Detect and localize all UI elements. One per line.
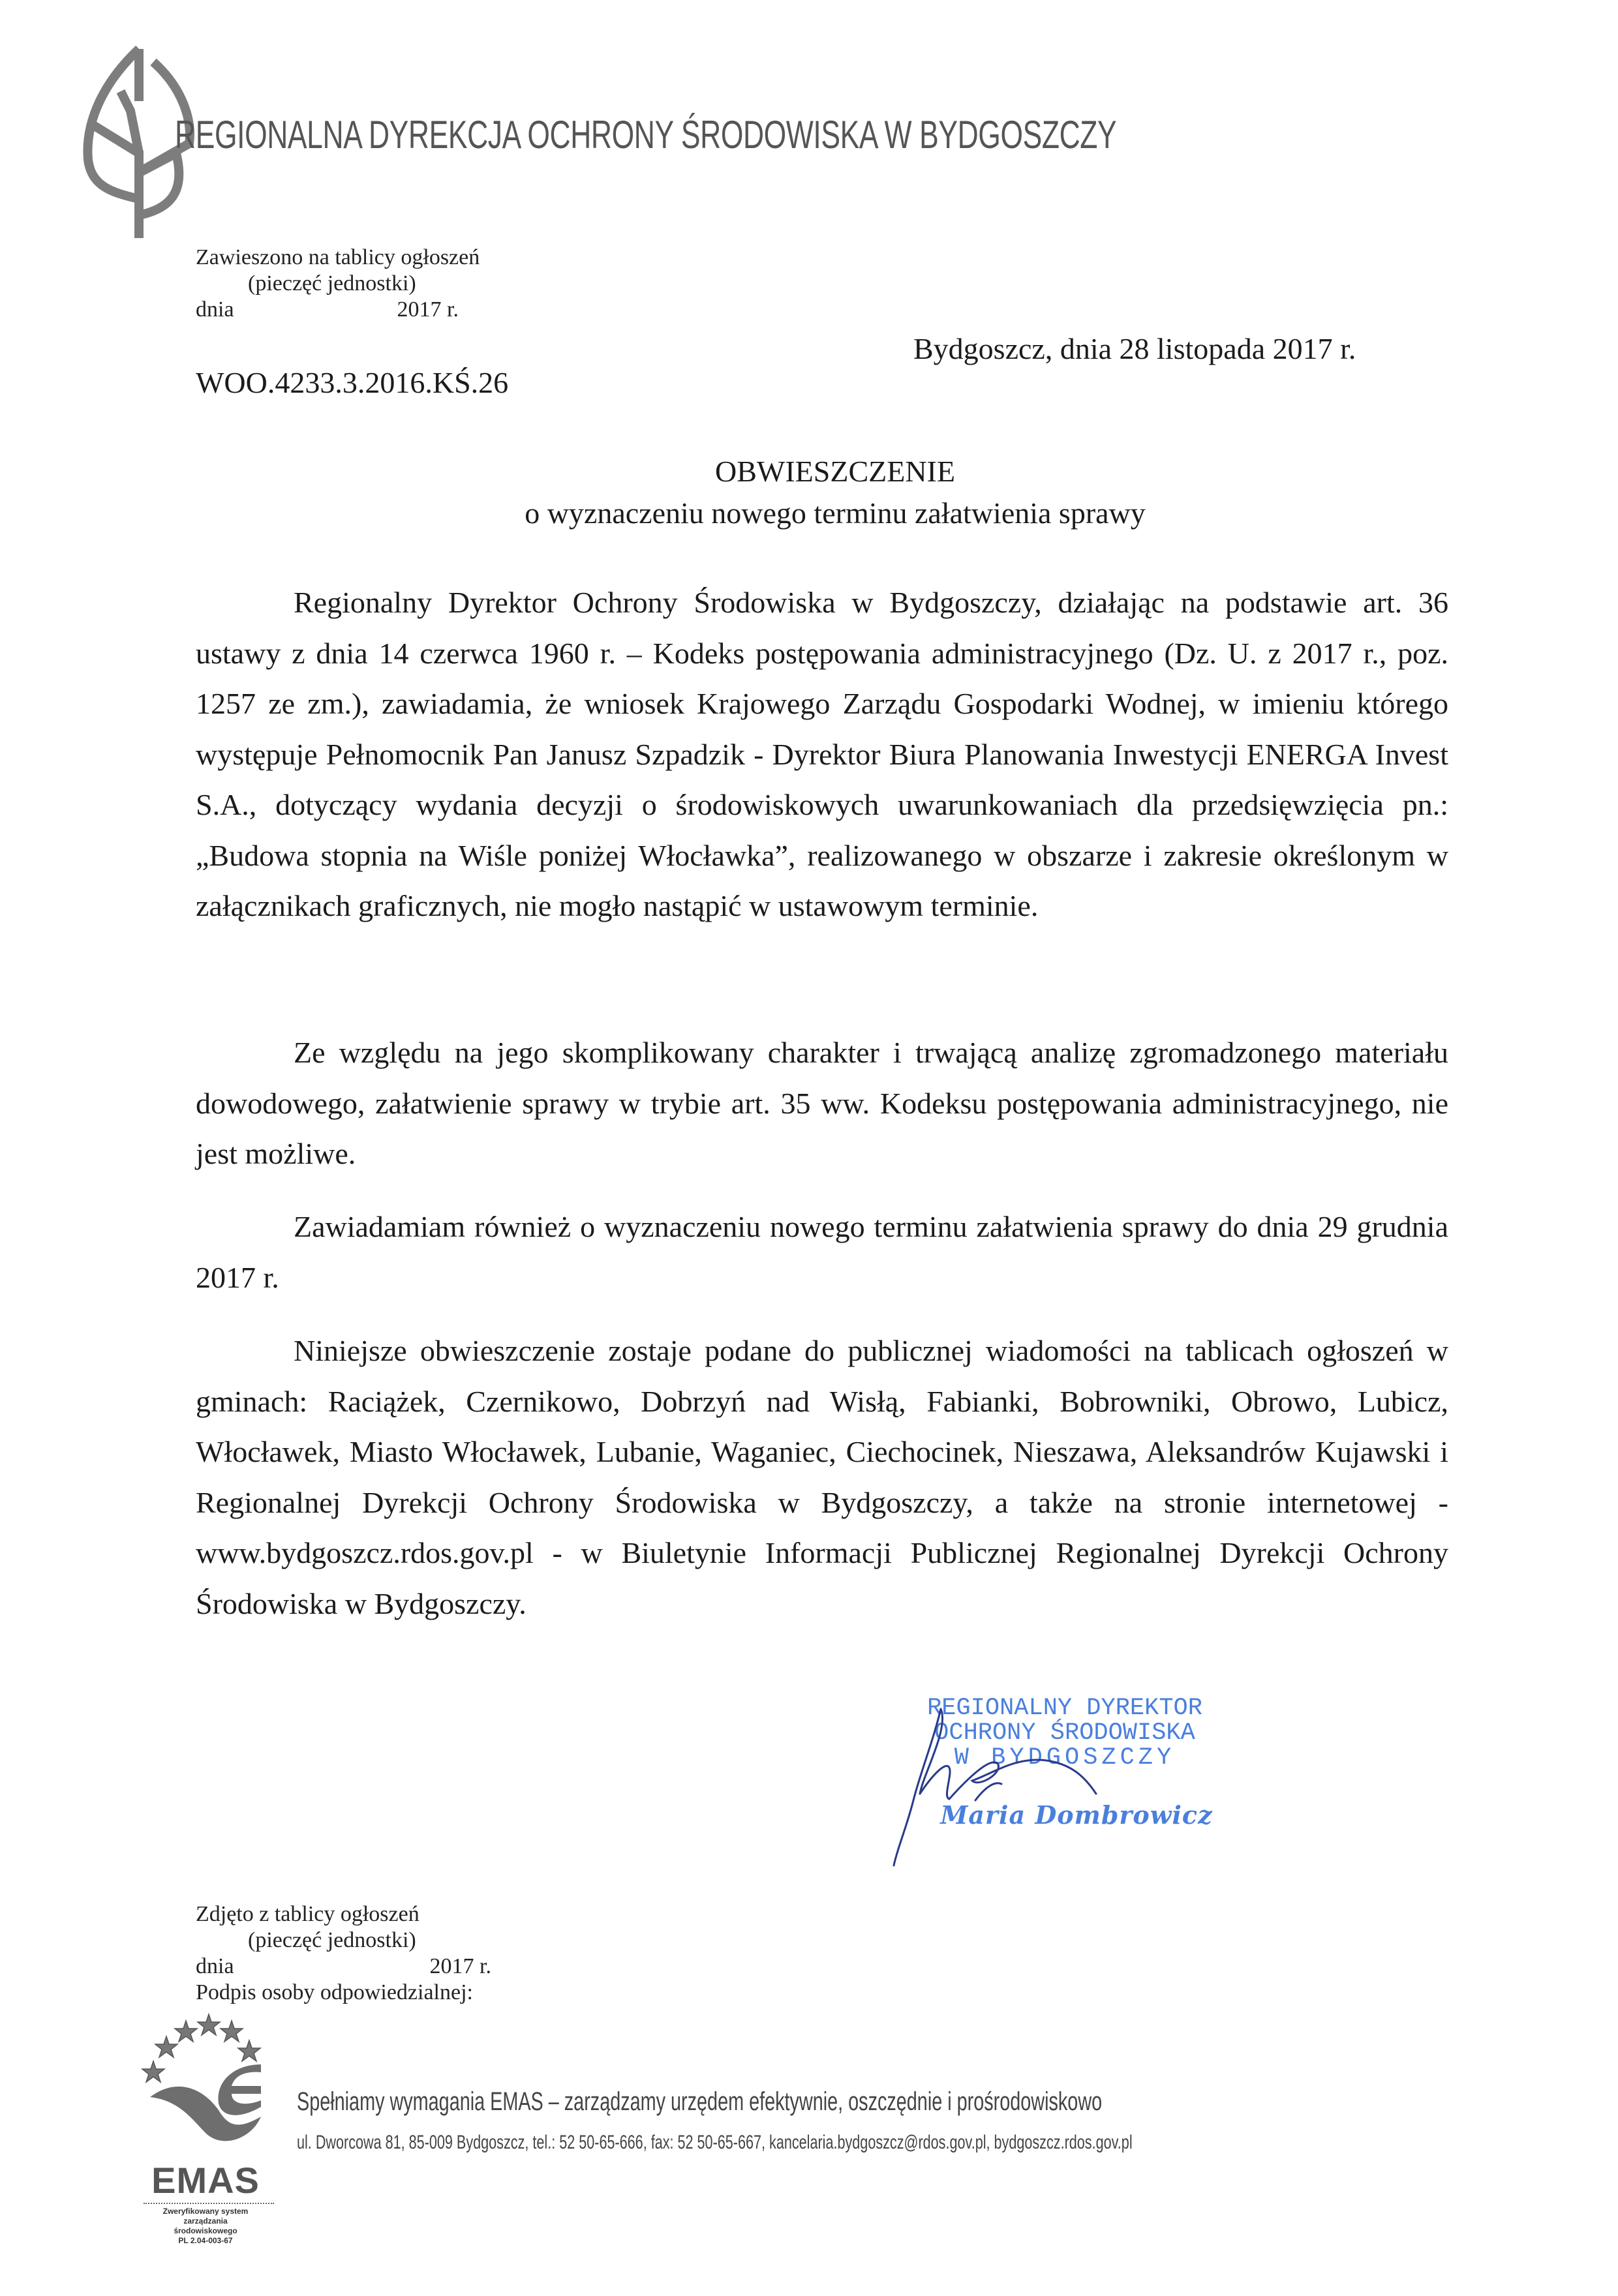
- case-number: WOO.4233.3.2016.KŚ.26: [196, 366, 509, 399]
- footer-address: ul. Dworcowa 81, 85-009 Bydgoszcz, tel.: 52 50-65-666, fax: 52 50-65-667, kancelaria.bydgoszcz@rdos.gov.pl, bydgoszcz.rdos.gov.pl: [297, 2132, 1133, 2153]
- document-title: OBWIESZCZENIE: [715, 455, 955, 488]
- place-and-date: Bydgoszcz, dnia 28 listopada 2017 r.: [913, 332, 1356, 365]
- removed-notice-block: [196, 1901, 491, 2006]
- removed-notice-stamp-label: (pieczęć jednostki): [248, 1928, 416, 1952]
- posted-notice-label: Zawieszono na tablicy ogłoszeń: [196, 245, 480, 269]
- signatory-name: Maria Dombrowicz: [940, 1800, 1213, 1830]
- removed-notice-label: Zdjęto z tablicy ogłoszeń: [196, 1902, 420, 1926]
- removed-notice-day-label: dnia: [196, 1954, 234, 1978]
- emas-divider: [144, 2203, 274, 2204]
- stamp-line-2: OCHRONY ŚRODOWISKA: [934, 1719, 1195, 1747]
- posted-notice-stamp-label: (pieczęć jednostki): [248, 271, 416, 295]
- stamp-line-1: REGIONALNY DYREKTOR: [927, 1695, 1202, 1722]
- body-paragraph-4: [196, 1325, 1448, 1629]
- paragraph-text: Zawiadamiam również o wyznaczeniu nowego terminu załatwienia sprawy do dnia 29 grudnia 2017 r.: [196, 1210, 1448, 1294]
- footer-slogan: Spełniamy wymagania EMAS – zarządzamy urzędem efektywnie, oszczędnie i prośrodowiskowo: [297, 2087, 1103, 2116]
- responsible-signature-label: Podpis osoby odpowiedzialnej:: [196, 1980, 473, 2004]
- stamp-line-3: W BYDGOSZCZY: [954, 1744, 1176, 1772]
- handwritten-signature: [887, 1702, 1227, 1872]
- emas-logo: [130, 2009, 287, 2244]
- emas-emblem-icon: [130, 2009, 287, 2159]
- body-paragraph-3: [196, 1201, 1448, 1303]
- posted-notice-year: 2017 r.: [397, 297, 459, 322]
- paragraph-text: Niniejsze obwieszczenie zostaje podane do publicznej wiadomości na tablicach ogłoszeń w gminach: Raciążek, Czernikowo, Dobrzyń nad Wisłą, Fabianki, Bobrowniki, Obrowo, Lubicz, Włocławek, Miasto Włocławek, Lubanie, Waganiec, Ciechocinek, Nieszawa, Aleksandrów Kujawski i Regionalnej Dyrekcji Ochrony Środowiska w Bydgoszczy, a także na stronie internetowej - www.bydgoszcz.rdos.gov.pl - w Biuletynie Informacji Publicznej Regionalnej Dyrekcji Ochrony Środowiska w Bydgoszczy.: [196, 1334, 1448, 1620]
- paragraph-text: Ze względu na jego skomplikowany charakter i trwającą analizę zgromadzonego materiału dowodowego, załatwienie sprawy w trybie art. 35 ww. Kodeksu postępowania administracyjnego, nie jest możliwe.: [196, 1036, 1448, 1170]
- emas-caption-1: Zweryfikowany system: [162, 2207, 249, 2216]
- organization-name: REGIONALNA DYREKCJA OCHRONY ŚRODOWISKA W BYDGOSZCZY: [175, 113, 1117, 157]
- removed-notice-year: 2017 r.: [429, 1954, 491, 1978]
- posted-notice-day-label: dnia: [196, 297, 234, 322]
- emas-caption-3: środowiskowego: [174, 2226, 237, 2235]
- document-subtitle: o wyznaczeniu nowego terminu załatwienia sprawy: [525, 496, 1146, 530]
- emas-caption-2: zarządzania: [183, 2216, 228, 2226]
- posted-notice-block: [196, 245, 480, 323]
- paragraph-text: Regionalny Dyrektor Ochrony Środowiska w Bydgoszczy, działając na podstawie art. 36 ustawy z dnia 14 czerwca 1960 r. – Kodeks postępowania administracyjnego (Dz. U. z 2017 r., poz. 1257 ze zm.), zawiadamia, że wniosek Krajowego Zarządu Gospodarki Wodnej, w imieniu którego występuje Pełnomocnik Pan Janusz Szpadzik - Dyrektor Biura Planowania Inwestycji ENERGA Invest S.A., dotyczący wydania decyzji o środowiskowych uwarunkowaniach dla przedsięwzięcia pn.: „Budowa stopnia na Wiśle poniżej Włocławka”, realizowanego w obszarze i zakresie określonym w załącznikach graficznych, nie mogło nastąpić w ustawowym terminie.: [196, 586, 1448, 922]
- emas-label: EMAS: [151, 2160, 260, 2201]
- emas-registration: PL 2.04-003-67: [178, 2236, 233, 2245]
- body-paragraph-1: [196, 577, 1448, 931]
- body-paragraph-2: [196, 1027, 1448, 1179]
